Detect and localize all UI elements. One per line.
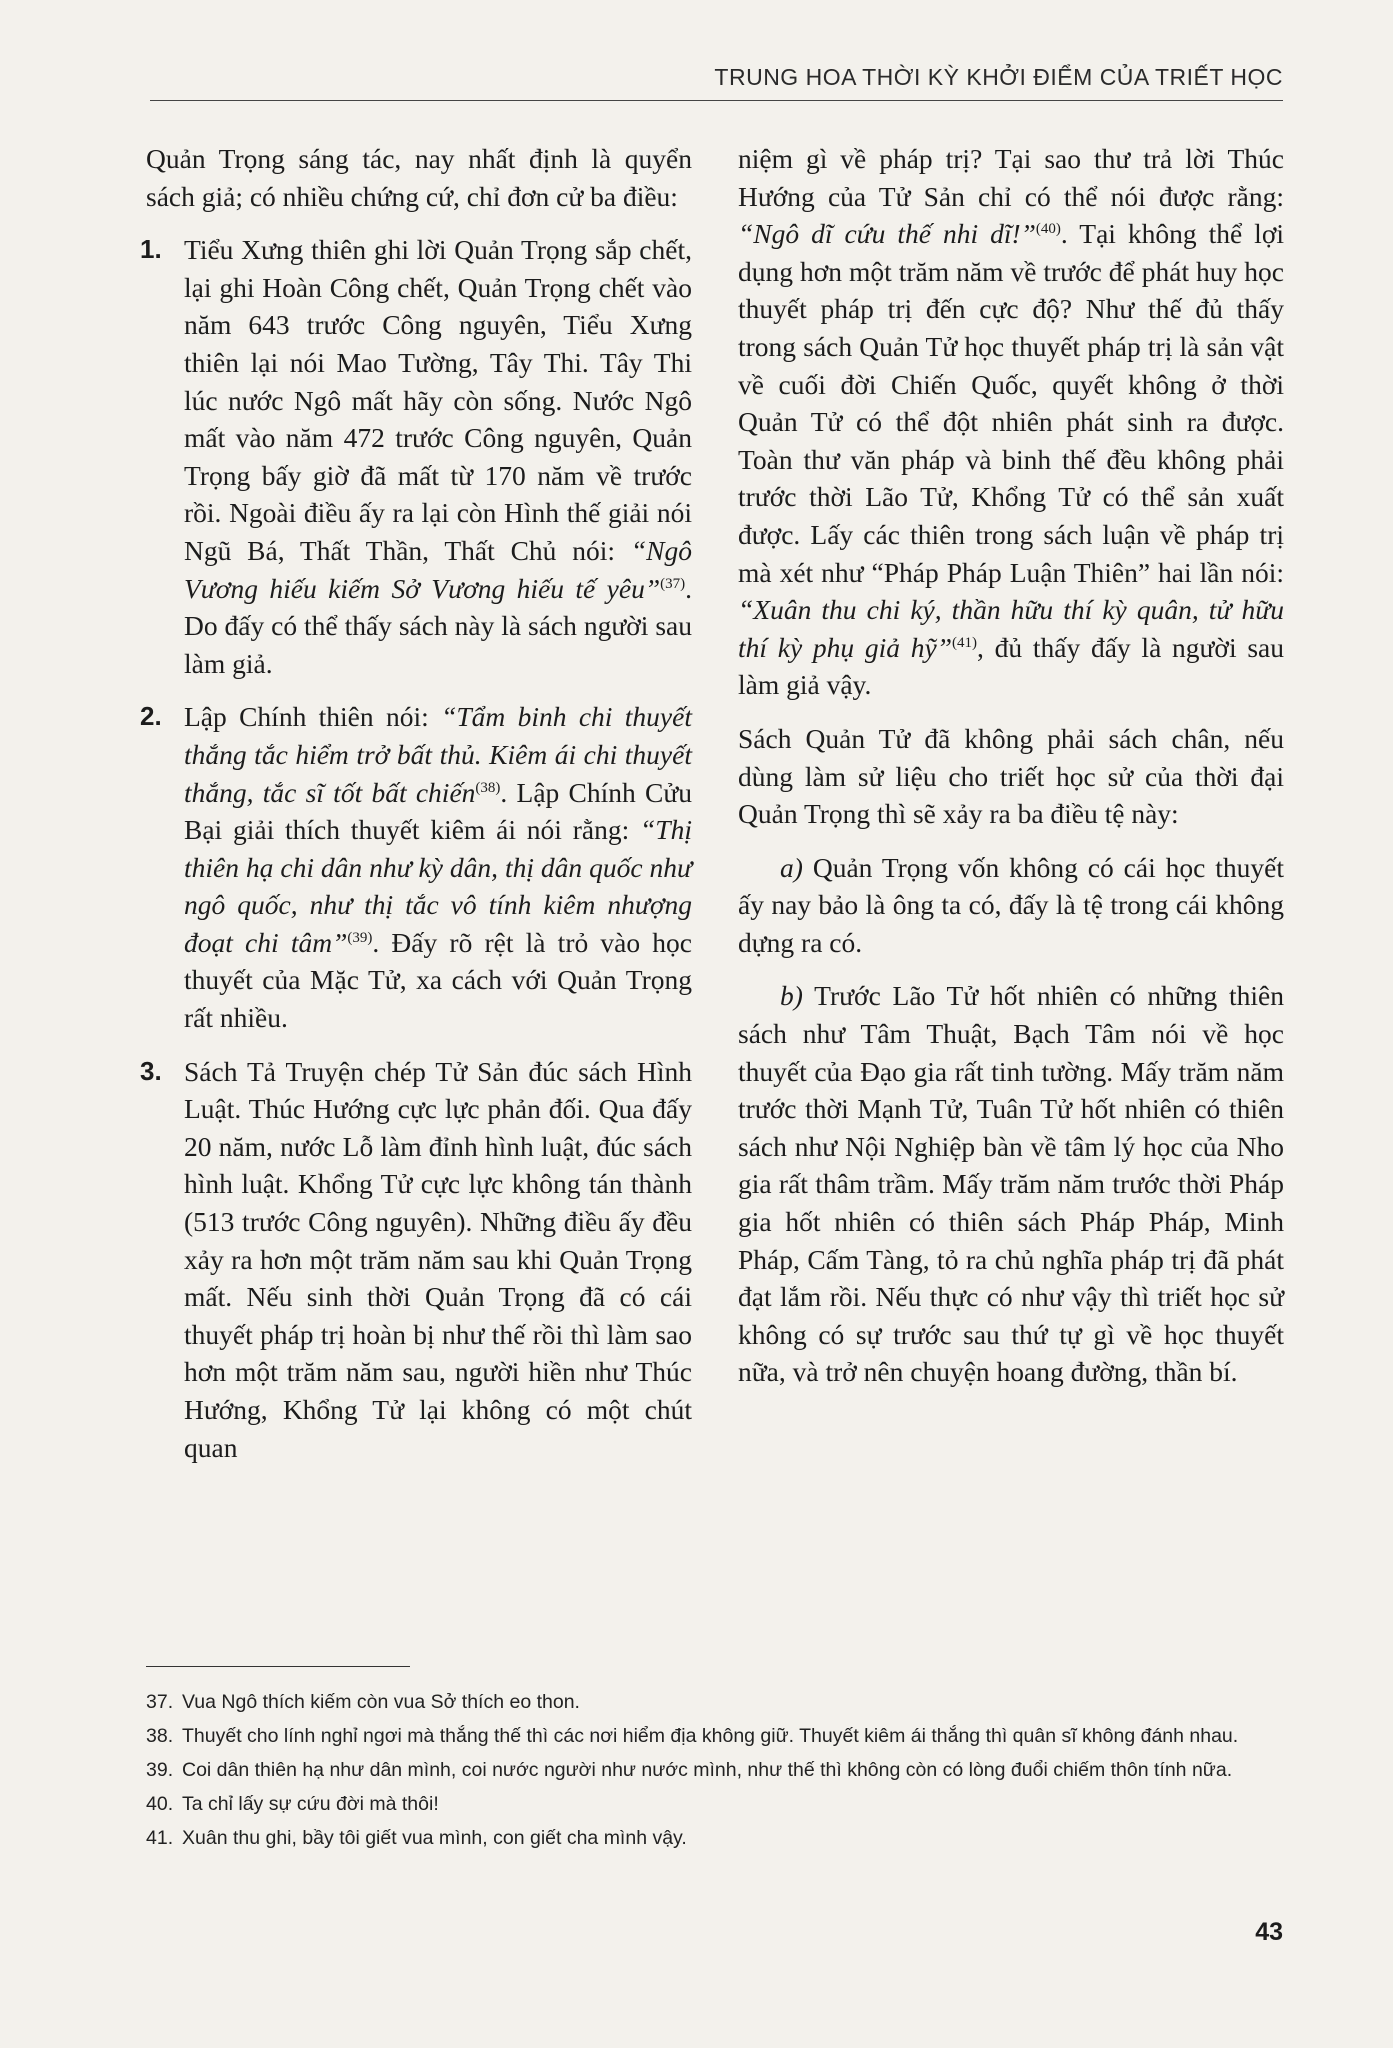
quote: “Ngô Vương hiếu kiếm Sở Vương hiếu tế yêu” bbox=[184, 534, 692, 604]
footnote-item bbox=[146, 1722, 1286, 1750]
footnote-text: Ta chỉ lấy sự cứu đời mà thôi! bbox=[182, 1793, 439, 1815]
footnote-item bbox=[146, 1756, 1286, 1784]
footnote-number: 37. bbox=[146, 1691, 174, 1713]
point-a: a) Quản Trọng vốn không có cái học thuyết ấy nay bảo là ông ta có, đấy là tệ trong cái không dựng ra có. bbox=[738, 851, 1284, 958]
quote: “Thị thiên hạ chi dân như kỳ dân, thị dân quốc như ngô quốc, như thị tắc vô tính kiêm nhượng đoạt chi tâm” bbox=[184, 814, 692, 958]
quote: “Ngô dĩ cứu thế nhi dĩ!” bbox=[738, 218, 1036, 250]
footnote-number: 38. bbox=[146, 1725, 174, 1747]
footnote-text: Coi dân thiên hạ như dân mình, coi nước người như nước mình, như thế thì không còn có lòng đuổi chiếm thôn tính nữa. bbox=[182, 1759, 1233, 1781]
footnote-text: Xuân thu ghi, bầy tôi giết vua mình, con giết cha mình vậy. bbox=[182, 1827, 687, 1849]
list-item-1 bbox=[140, 231, 692, 682]
quote: “Xuân thu chi ký, thần hữu thí kỳ quân, tử hữu thí kỳ phụ giả hỹ” bbox=[738, 594, 1284, 663]
footnote-text: Vua Ngô thích kiếm còn vua Sở thích eo thon. bbox=[182, 1691, 580, 1713]
footnote-ref[interactable]: (39) bbox=[347, 929, 373, 946]
item-number: 3. bbox=[140, 1055, 162, 1086]
item-number: 1. bbox=[140, 234, 162, 265]
list-item-2 bbox=[140, 698, 692, 1036]
header-rule bbox=[150, 100, 1283, 101]
item-2-text: Lập Chính thiên nói: “Tẩm binh chi thuyết thắng tắc hiểm trở bất thủ. Kiêm ái chi thuyết thắng, tắc sĩ tốt bất chiến$^{(38)}$. Lập Chính Cửu Bại giải thích thuyết kiêm ái nói rằng: “Thị thiên hạ chi dân như kỳ dân, thị dân quốc như ngô quốc, như thị tắc vô tính kiêm nhượng đoạt chi tâm”$^{(39)}$. Đấy rõ rệt là trỏ vào học thuyết của Mặc Tử, xa cách với Quản Trọng rất nhiều. bbox=[184, 701, 692, 1034]
footnote-ref[interactable]: (37) bbox=[660, 575, 686, 592]
continued-paragraph: niệm gì về pháp trị? Tại sao thư trả lời Thúc Hướng của Tử Sản chỉ có thể nói được rằng: “Ngô dĩ cứu thế nhi dĩ!”$^{(40)}$. Tại không thể lợi dụng hơn một trăm năm về trước để phát huy học thuyết pháp trị đến cực độ? Như thế đủ thấy trong sách Quản Tử học thuyết pháp trị là sản vật về cuối đời Chiến Quốc, quyết không ở thời Quản Tử có thể đột nhiên phát sinh ra được. Toàn thư văn pháp và binh thế đều không phải trước thời Lão Tử, Khổng Tử có thể sản xuất được. Lấy các thiên trong sách luận về pháp trị mà xét như “Pháp Pháp Luận Thiên” hai lần nói: “Xuân thu chi ký, thần hữu thí kỳ quân, tử hữu thí kỳ phụ giả hỹ”$^{(41)}$, đủ thấy đấy là người sau làm giả vậy. bbox=[738, 143, 1284, 701]
footnote-ref[interactable]: (41) bbox=[952, 634, 978, 651]
intro-paragraph: Quản Trọng sáng tác, nay nhất định là quyển sách giả; có nhiều chứng cứ, chỉ đơn cử ba điều: bbox=[146, 143, 692, 212]
item-number: 2. bbox=[140, 701, 162, 732]
point-b: b) Trước Lão Tử hốt nhiên có những thiên sách như Tâm Thuật, Bạch Tâm nói về học thuyết của Đạo gia rất tinh tường. Mấy trăm năm trước thời Mạnh Tử, Tuân Tử hốt nhiên có thiên sách như Nội Nghiệp bàn về tâm lý học của Nho gia rất thâm trầm. Mấy trăm năm trước thời Pháp gia hốt nhiên có thiên sách Pháp Pháp, Minh Pháp, Cấm Tàng, tỏ ra chủ nghĩa pháp trị đã phát đạt lắm rồi. Nếu thực có như vậy thì triết học sử không có sự trước sau thứ tự gì về học thuyết nữa, và trở nên chuyện hoang đường, thần bí. bbox=[738, 980, 1284, 1388]
footnote-ref[interactable]: (38) bbox=[475, 779, 501, 796]
page-number: 43 bbox=[1255, 1918, 1283, 1946]
paragraph-two: Sách Quản Tử đã không phải sách chân, nếu dùng làm sử liệu cho triết học sử của thời đại Quản Trọng thì sẽ xảy ra ba điều tệ này: bbox=[738, 722, 1284, 830]
footnote-item bbox=[146, 1824, 1286, 1852]
running-header: TRUNG HOA THỜI KỲ KHỞI ĐIỂM CỦA TRIẾT HỌC bbox=[714, 64, 1283, 90]
right-column bbox=[738, 140, 1284, 1391]
footnote-number: 39. bbox=[146, 1759, 174, 1781]
footnotes bbox=[146, 1688, 1286, 1858]
footnote-ref[interactable]: (40) bbox=[1035, 221, 1061, 238]
footnote-item bbox=[146, 1790, 1286, 1818]
footnote-item bbox=[146, 1688, 1286, 1716]
point-label: b) bbox=[780, 980, 803, 1012]
point-label: a) bbox=[780, 851, 803, 883]
quote: “Tẩm binh chi thuyết thắng tắc hiểm trở bất thủ. Kiêm ái chi thuyết thắng, tắc sĩ tốt bất chiến bbox=[184, 701, 692, 808]
left-column bbox=[140, 140, 692, 1466]
item-3-text: Sách Tả Truyện chép Tử Sản đúc sách Hình Luật. Thúc Hướng cực lực phản đối. Qua đấy 20 năm, nước Lỗ làm đỉnh hình luật, đúc sách hình luật. Khổng Tử cực lực không tán thành (513 trước Công nguyên). Những điều ấy đều xảy ra hơn một trăm năm sau khi Quản Trọng mất. Nếu sinh thời Quản Trọng đã có cái thuyết pháp trị hoàn bị như thế rồi thì làm sao hơn một trăm năm sau, người hiền như Thúc Hướng, Khổng Tử lại không có một chút quan bbox=[184, 1055, 692, 1463]
footnote-text: Thuyết cho lính nghỉ ngơi mà thắng thế thì các nơi hiểm địa không giữ. Thuyết kiêm ái thắng thì quân sĩ không đánh nhau. bbox=[182, 1725, 1239, 1747]
item-1-text: Tiểu Xưng thiên ghi lời Quản Trọng sắp chết, lại ghi Hoàn Công chết, Quản Trọng chết vào năm 643 trước Công nguyên, Tiểu Xưng thiên lại nói Mao Tường, Tây Thi. Tây Thi lúc nước Ngô mất hãy còn sống. Nước Ngô mất vào năm 472 trước Công nguyên, Quản Trọng bấy giờ đã mất từ 170 năm về trước rồi. Ngoài điều ấy ra lại còn Hình thế giải nói Ngũ Bá, Thất Thần, Thất Chủ nói: “Ngô Vương hiếu kiếm Sở Vương hiếu tế yêu”$^{(37)}$. Do đấy có thể thấy sách này là sách người sau làm giả. bbox=[184, 234, 692, 679]
footnote-number: 41. bbox=[146, 1827, 174, 1849]
footnote-number: 40. bbox=[146, 1793, 174, 1815]
list-item-3 bbox=[140, 1053, 692, 1467]
footnote-rule bbox=[146, 1666, 410, 1667]
